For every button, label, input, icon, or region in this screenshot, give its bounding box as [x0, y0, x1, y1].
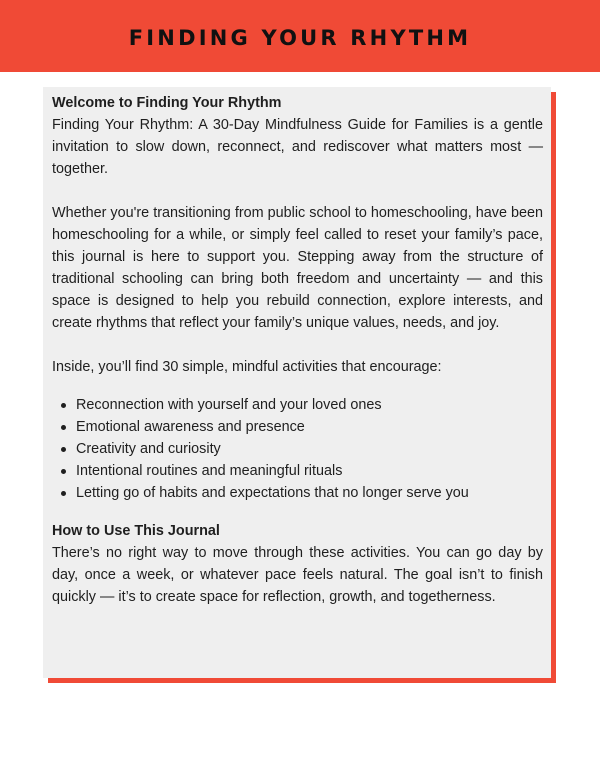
content-card: [43, 87, 551, 678]
how-to-use-section: [52, 520, 543, 608]
list-item: Reconnection with yourself and your loved ones: [52, 394, 543, 416]
list-item: Letting go of habits and expectations that no longer serve you: [52, 482, 543, 504]
how-to-use-heading: How to Use This Journal: [52, 523, 220, 539]
list-item: Intentional routines and meaningful rituals: [52, 460, 543, 482]
list-item: Creativity and curiosity: [52, 438, 543, 460]
list-item: Emotional awareness and presence: [52, 416, 543, 438]
page-title: FINDING YOUR RHYTHM: [128, 26, 472, 50]
welcome-heading: Welcome to Finding Your Rhythm: [52, 95, 282, 111]
activity-benefits-list: [52, 394, 543, 504]
activities-intro-paragraph: Inside, you’ll find 30 simple, mindful activities that encourage:: [52, 359, 442, 375]
title-banner: [0, 0, 600, 72]
intro-paragraph: Finding Your Rhythm: A 30-Day Mindfulness Guide for Families is a gentle invitation to slow down, reconnect, and rediscover what matters most — together.: [52, 117, 543, 177]
how-to-use-paragraph: There’s no right way to move through these activities. You can go day by day, once a week, or whatever pace feels natural. The goal isn’t to finish quickly — it’s to create space for reflection, growth, and togetherness.: [52, 545, 543, 605]
transition-paragraph: Whether you're transitioning from public school to homeschooling, have been homeschooling for a while, or simply feel called to reset your family’s pace, this journal is here to support you. Stepping away from the structure of traditional schooling can bring both freedom and uncertainty — and this space is designed to help you rebuild connection, explore interests, and create rhythms that reflect your family’s unique values, needs, and joy.: [52, 205, 543, 331]
